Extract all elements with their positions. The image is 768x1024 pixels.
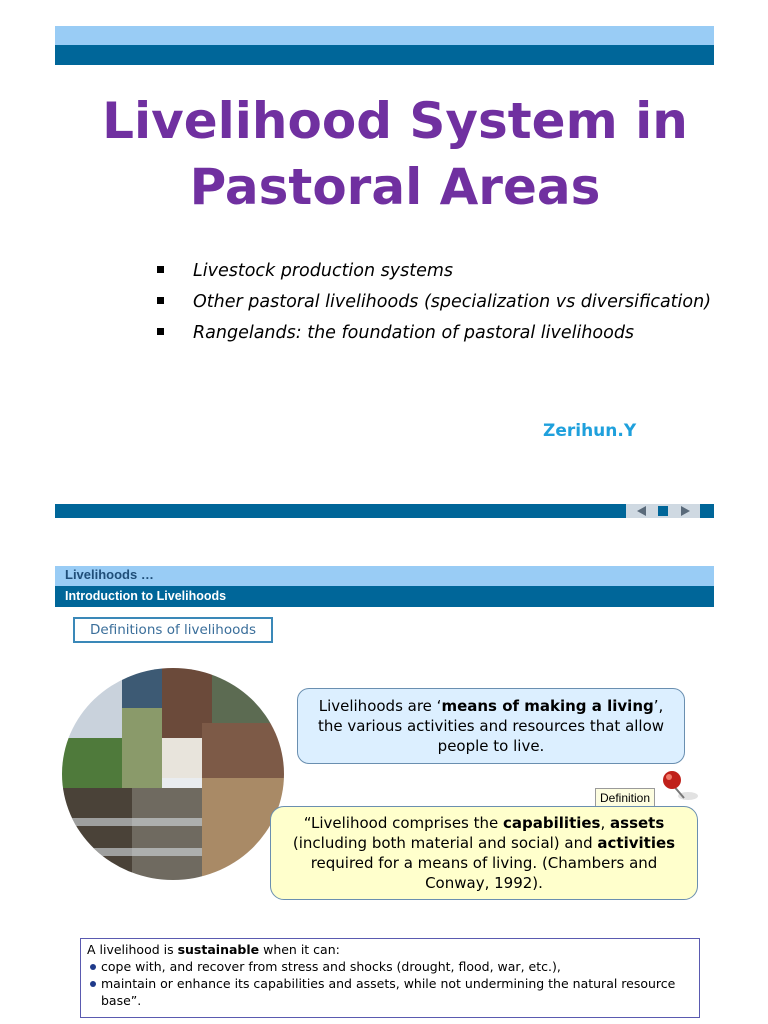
push-pin-icon <box>658 766 700 806</box>
list-item: maintain or enhance its capabilities and assets, while not undermining the natural resource base”. <box>87 975 693 1009</box>
slide-subheader-text: Introduction to Livelihoods <box>65 589 227 603</box>
chambers-conway-definition-box: “Livelihood comprises the capabilities, assets (including both material and social) and activities required for a means of living. (Chambers and Conway, 1992). <box>270 806 698 900</box>
slide-navigation <box>626 504 714 518</box>
square-bullet-icon <box>157 328 164 335</box>
top-band-light <box>55 26 714 45</box>
top-band-dark <box>55 45 714 65</box>
bullet-dot-icon <box>90 981 96 987</box>
arrow-right-icon <box>681 506 690 516</box>
list-item: cope with, and recover from stress and shocks (drought, flood, war, etc.), <box>87 958 693 975</box>
square-bullet-icon <box>157 297 164 304</box>
slide-header <box>55 566 714 586</box>
livelihood-definition-box: Livelihoods are ‘means of making a living’, the various activities and resources that allow people to live. <box>297 688 685 764</box>
topic-list <box>155 258 755 351</box>
author-name: Zerihun.Y <box>543 421 637 441</box>
slide-title <box>55 88 735 220</box>
bottom-band <box>55 504 714 518</box>
definition-label: Definition <box>595 788 655 808</box>
nav-divider <box>696 504 700 518</box>
bullet-dot-icon <box>90 964 96 970</box>
topic-item: Rangelands: the foundation of pastoral livelihoods <box>155 320 755 351</box>
livelihood-photo-collage <box>62 668 284 880</box>
topic-item: Other pastoral livelihoods (specialization vs diversification) <box>155 289 755 320</box>
previous-slide-button[interactable] <box>630 504 652 518</box>
sustainable-criteria-list <box>87 958 693 1009</box>
home-slide-button[interactable] <box>652 504 674 518</box>
definitions-tab: Definitions of livelihoods <box>73 617 273 643</box>
slide-title-line-1: Livelihood System in <box>102 92 688 150</box>
arrow-left-icon <box>637 506 646 516</box>
topic-item: Livestock production systems <box>155 258 755 289</box>
slide-header-text: Livelihoods … <box>65 567 154 582</box>
square-bullet-icon <box>157 266 164 273</box>
square-icon <box>658 506 668 516</box>
sustainable-intro: A livelihood is sustainable when it can: <box>87 942 340 957</box>
sustainable-livelihood-box <box>80 938 700 1018</box>
slide-title-line-2: Pastoral Areas <box>189 158 601 216</box>
next-slide-button[interactable] <box>674 504 696 518</box>
slide-subheader <box>55 586 714 607</box>
